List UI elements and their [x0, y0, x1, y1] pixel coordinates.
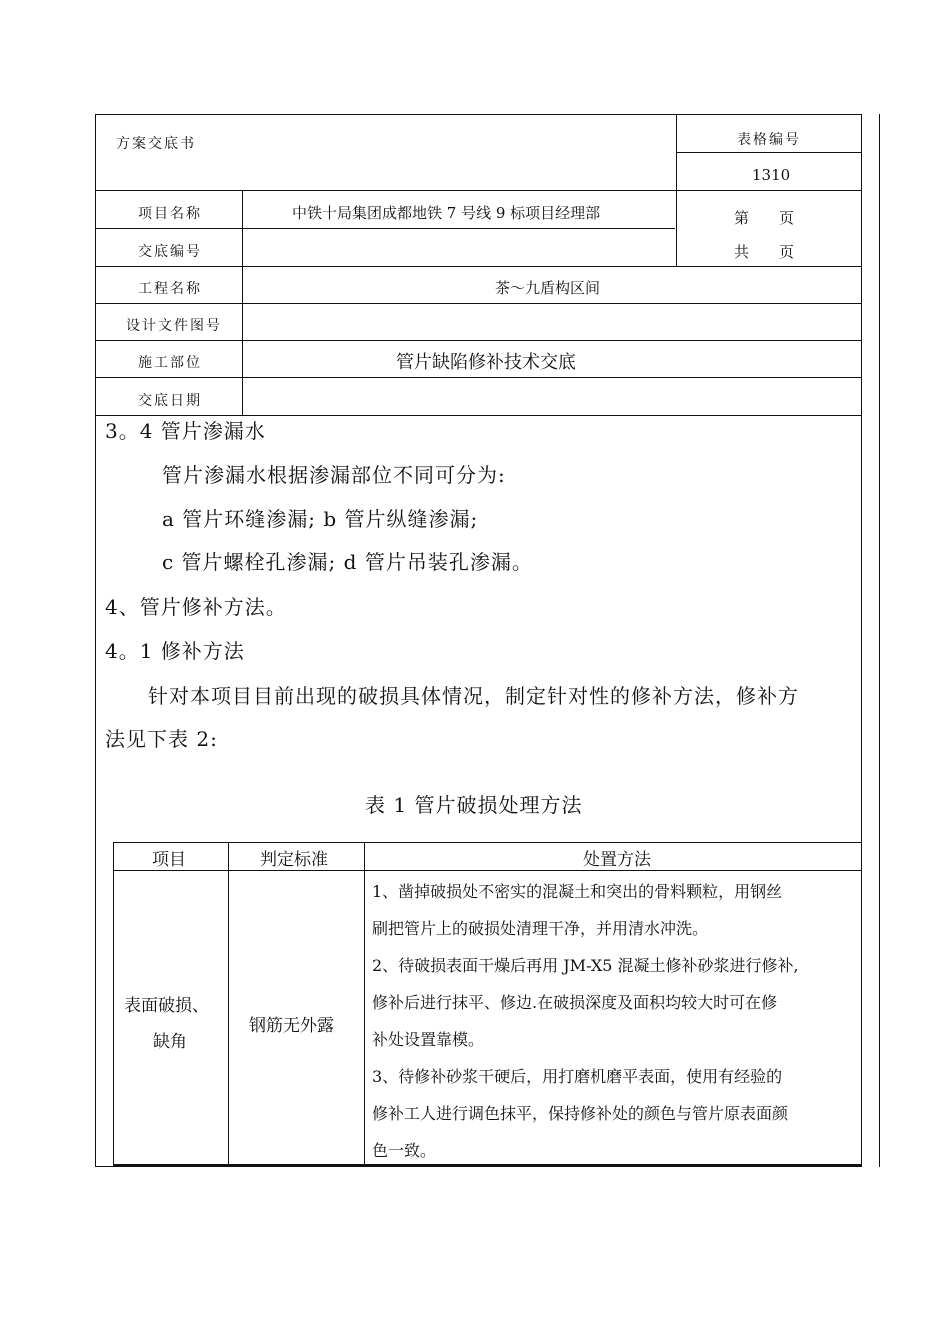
divider [676, 152, 862, 153]
divider [95, 377, 862, 378]
divider [95, 266, 862, 267]
table-header-method: 处置方法 [583, 850, 651, 870]
divider [242, 190, 243, 415]
doc-title: 方案交底书 [116, 136, 196, 152]
table-cell-criterion: 钢筋无外露 [249, 1016, 334, 1036]
construction-part-value: 管片缺陷修补技术交底 [396, 352, 576, 373]
method-line: 修补后进行抹平、修边.在破损深度及面积均较大时可在修 [372, 993, 778, 1012]
engineering-name-label: 工程名称 [138, 281, 202, 297]
page-number-label: 第 页 [734, 209, 795, 227]
table-border [113, 1164, 862, 1166]
table-border [113, 842, 862, 843]
table-border [113, 870, 862, 871]
divider [95, 228, 675, 229]
date-label: 交底日期 [138, 393, 202, 409]
section-heading-4-1: 4。1 修补方法 [105, 639, 245, 663]
paragraph: 针对本项目目前出现的破损具体情况，制定针对性的修补方法，修补方 [148, 684, 799, 708]
table-cell-item: 表面破损、 [124, 996, 209, 1016]
project-name-value: 中铁十局集团成都地铁 7 号线 9 标项目经理部 [292, 204, 601, 222]
disclosure-no-label: 交底编号 [138, 244, 202, 260]
paragraph: a 管片环缝渗漏; b 管片纵缝渗漏; [162, 507, 479, 531]
method-line: 补处设置靠模。 [372, 1030, 485, 1049]
method-line: 3、待修补砂浆干硬后，用打磨机磨平表面，使用有经验的 [372, 1067, 783, 1086]
method-line: 1、凿掉破损处不密实的混凝土和突出的骨料颗粒，用钢丝 [372, 882, 783, 901]
method-line: 修补工人进行调色抹平，保持修补处的颜色与管片原表面颜 [372, 1104, 789, 1123]
engineering-name-value: 茶～九盾构区间 [495, 279, 601, 297]
divider [95, 190, 862, 191]
table-border [364, 842, 365, 1165]
construction-part-label: 施工部位 [138, 355, 202, 371]
section-heading-4: 4、管片修补方法。 [105, 595, 287, 619]
table-cell-item: 缺角 [153, 1032, 187, 1052]
divider [676, 114, 677, 266]
section-heading-3-4: 3。4 管片渗漏水 [105, 419, 266, 443]
design-doc-label: 设计文件图号 [126, 318, 222, 334]
divider [95, 303, 862, 304]
table-header-criterion: 判定标准 [260, 850, 328, 870]
project-name-label: 项目名称 [138, 206, 202, 222]
divider [95, 340, 862, 341]
table-border [113, 842, 114, 1165]
table-caption: 表 1 管片破损处理方法 [365, 793, 583, 817]
paragraph: 管片渗漏水根据渗漏部位不同可分为: [162, 463, 506, 487]
form-no-value: 1310 [752, 166, 791, 184]
paragraph: 法见下表 2: [105, 727, 218, 751]
table-border [228, 842, 229, 1165]
page-total-label: 共 页 [734, 243, 795, 261]
method-line: 2、待破损表面干燥后再用 JM-X5 混凝土修补砂浆进行修补, [372, 956, 799, 975]
form-no-label: 表格编号 [737, 132, 801, 148]
method-line: 色一致。 [372, 1141, 437, 1160]
table-header-item: 项目 [152, 850, 186, 870]
paragraph: c 管片螺栓孔渗漏; d 管片吊装孔渗漏。 [162, 550, 533, 574]
method-line: 刷把管片上的破损处清理干净，并用清水冲洗。 [372, 919, 709, 938]
right-margin-line [879, 114, 880, 1167]
